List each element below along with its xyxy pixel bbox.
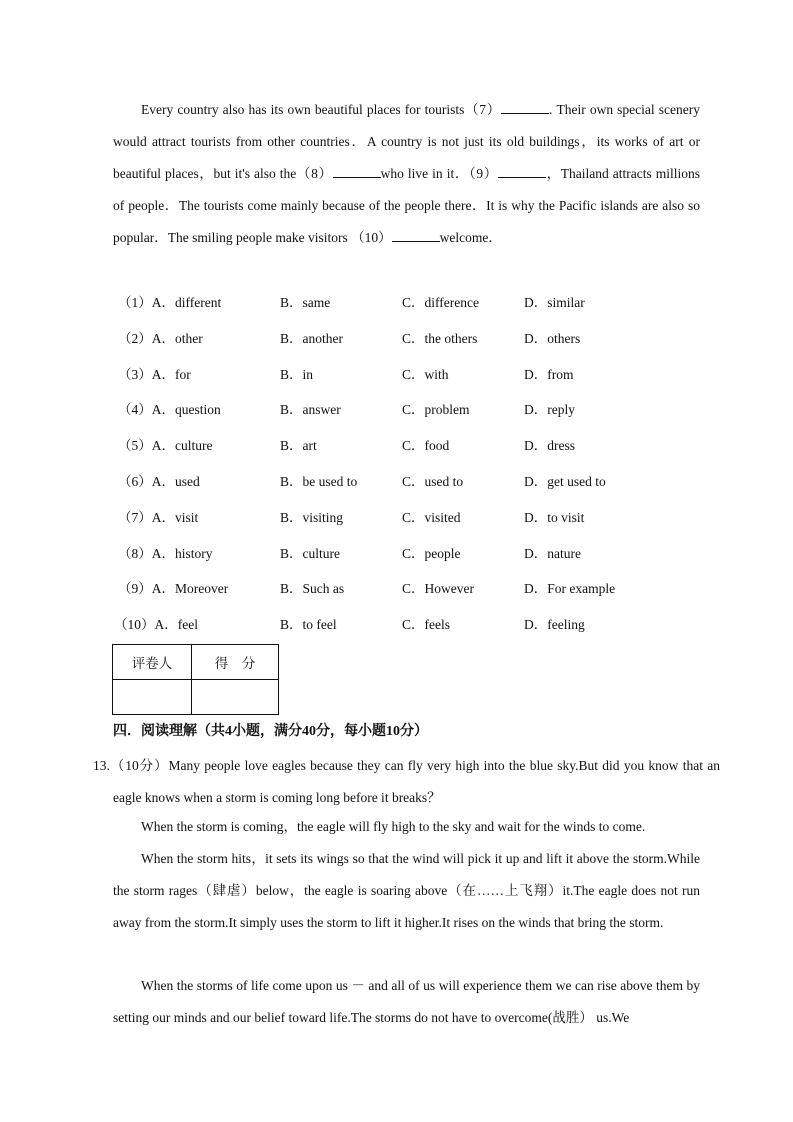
passage-text: who live in it．（9） [380,166,498,181]
question-13-paragraph: When the storm hits，it sets its wings so that the wind will pick it up and lift it above the storm.While the storm rages（肆虐）below，the eagle is soaring above（在……上飞翔）it.The eagle does not run away from the storm.It simply uses the storm to lift it higher.It rises on the winds that bring the storm. [113,851,700,930]
option-c: C．problem [402,402,470,418]
option-a: （4）A．question [118,402,221,418]
option-c: C．food [402,438,450,454]
option-b: B．visiting [280,509,344,525]
option-a: （6）A．used [118,473,200,489]
option-a: （1）A．different [118,295,222,310]
score-header: 得 分 [192,645,279,680]
option-c: C．difference [402,295,479,310]
question-13-intro: 13.（10分）Many people love eagles because they can fly very high into the blue sky.But did you know that an eagle knows when a storm is coming long before it breaks？ [93,758,720,805]
option-b: B．another [280,330,343,346]
option-b: B．culture [280,545,340,561]
option-c: C．with [402,366,449,382]
answer-blank-8 [333,165,381,178]
option-c: C．people [402,545,461,561]
question-13-paragraph: When the storms of life come upon us － and all of us will experience them we can rise above them by setting our minds and our belief toward life.The storms do not have to overcome(战胜） us.We [113,978,700,1025]
option-d: D．dress [524,438,575,454]
option-d: D．For example [524,581,616,597]
option-b: B．be used to [280,473,358,489]
option-c: C．used to [402,473,464,489]
option-b: B．to feel [280,617,337,633]
option-c: C．the others [402,330,478,346]
option-b: B．answer [280,402,341,418]
grader-header: 评卷人 [113,645,192,680]
passage-text: Every country also has its own beautiful places for tourists（7） [141,102,502,117]
answer-blank-10 [392,229,440,242]
answer-blank-9 [498,165,546,178]
option-d: D．from [524,366,574,382]
section-title: 四．阅读理解（共4小题，满分40分，每小题10分） [113,724,428,739]
grader-cell[interactable] [113,680,192,715]
score-table [112,644,279,715]
option-c: C．visited [402,509,461,525]
score-cell[interactable] [192,680,279,715]
option-a: （3）A．for [118,366,191,382]
option-d: D．similar [524,295,585,310]
option-a: （8）A．history [118,545,213,561]
passage-text: . Their own special scenery would attract tourists from other countries．A country is not just its old buildings，its works of art or beautiful places，but it's also the（8） [113,102,700,181]
option-d: D．to visit [524,509,585,525]
option-b: B．same [280,295,331,310]
option-b: B．art [280,438,317,454]
option-d: D．get used to [524,473,606,489]
option-a: （7）A．visit [118,509,199,525]
option-d: D．others [524,330,581,346]
option-d: D．nature [524,545,581,561]
passage-text: welcome． [439,230,502,245]
option-b: B．Such as [280,581,345,597]
option-d: D．reply [524,402,575,418]
option-a: （2）A．other [118,330,203,346]
option-a: （10）A．feel [114,617,198,633]
option-d: D．feeling [524,617,585,633]
answer-blank-7 [501,101,549,114]
option-a: （5）A．culture [118,438,213,454]
option-b: B．in [280,366,314,382]
passage-text: ，Thailand attracts millions of people．The tourists come mainly because of the people there．It is why the Pacific islands are also so popular．The smiling people make visitors （10） [113,166,700,245]
question-13-paragraph: When the storm is coming，the eagle will fly high to the sky and wait for the winds to come. [141,819,646,834]
option-c: C．feels [402,617,450,633]
option-c: C．However [402,581,474,597]
passage-paragraph [113,94,700,254]
option-a: （9）A．Moreover [118,581,229,597]
